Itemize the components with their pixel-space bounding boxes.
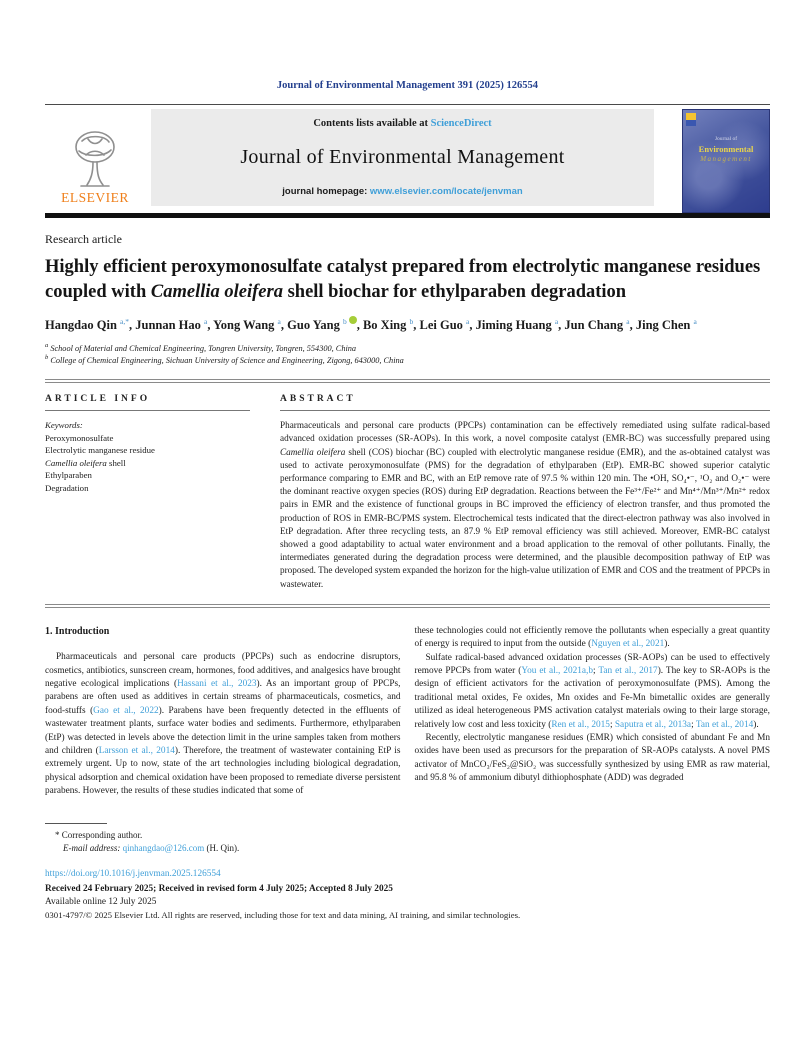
footnote-block xyxy=(45,823,770,855)
text-link[interactable]: Larsson et al., 2014 xyxy=(98,746,175,757)
text-link[interactable]: Gao et al., 2022 xyxy=(93,705,159,716)
cover-title-line3: Management xyxy=(700,155,752,163)
received-dates-line: Received 24 February 2025; Received in revised form 4 July 2025; Accepted 8 July 2025 xyxy=(45,883,393,894)
copyright-line: 0301-4797/© 2025 Elsevier Ltd. All rights are reserved, including those for text and data mining, AI training, and similar technologies. xyxy=(45,909,521,920)
text-link[interactable]: www.elsevier.com/locate/jenvman xyxy=(369,186,523,197)
text-link[interactable]: You et al., 2021a,b xyxy=(521,666,593,677)
article-title: Highly efficient peroxymonosulfate catalyst prepared from electrolytic manganese residues coupled with Camellia oleifera shell biochar for ethylparaben degradation xyxy=(45,257,761,302)
footnote-rule xyxy=(45,823,107,824)
journal-title: Journal of Environmental Management xyxy=(240,146,565,168)
email-address-line: E-mail address: qinhangdao@126.com (H. Qin). xyxy=(63,842,240,853)
text-link[interactable]: Ren et al., 2015 xyxy=(551,719,610,730)
journal-homepage-line: journal homepage: www.elsevier.com/locate/jenvman xyxy=(282,186,523,197)
article-info-column xyxy=(45,394,250,591)
article-footer xyxy=(45,868,770,922)
abstract-header: ABSTRACT xyxy=(280,394,356,405)
text-link[interactable]: qinhangdao@126.com xyxy=(122,842,205,853)
keyword-item: Camellia oleifera shell xyxy=(45,457,126,468)
journal-banner xyxy=(151,109,654,206)
text-link[interactable]: Tan et al., 2017 xyxy=(598,666,658,677)
text-link[interactable]: Nguyen et al., 2021 xyxy=(591,639,665,650)
affiliations xyxy=(45,343,770,366)
cover-logo-icon xyxy=(686,113,696,126)
cover-title-line1: Journal of xyxy=(714,136,738,142)
masthead xyxy=(45,109,770,206)
body-paragraph: Pharmaceuticals and personal care products (PPCPs) such as endocrine disruptors, cosmetics, antibiotics, sunscreen cream, hormones, food additives, and analgesics have brought negative ecological implications (Hassani et al., 2023). As an important group of PPCPs, parabens are often used as additives in certain streams of pharmaceuticals, cosmetics, and food-stuffs (Gao et al., 2022). Parabens have been frequently detected in the effluents of wastewater treatment plants, surface water bodies and sediments. Furthermore, ethylparaben (EtP) was detected in levels above the detection limit in the urine samples taken from mothers and children (Larsson et al., 2014). Therefore, the treatment of wastewater containing EtP is extremely urgent. Up to now, state of the art technologies including biological degradation, physical adsorption and chemical oxidation have been proposed to remediate diverse persistent parabens. However, the results of these studies indicated that some of xyxy=(45,652,401,797)
elsevier-tree-icon xyxy=(64,127,126,191)
article-info-rule xyxy=(45,410,250,411)
body-paragraph: Sulfate radical-based advanced oxidation processes (SR-AOPs) can be used to effectively remove PPCPs from water (You et al., 2021a,b; Tan et al., 2017). The key to SR-AOPs is the design of efficient activators for the activation of peroxymonosulfate (PMS). Among the traditional metal oxides, Fe oxides, Mn oxides and Fe-Mn bimetallic oxides are generally utilized as ideal heterogeneous PMS activation catalyst materials owing to their large storage, relatively low cost and less toxicity (Ren et al., 2015; Saputra et al., 2013a; Tan et al., 2014). xyxy=(414,652,770,730)
keyword-item: Degradation xyxy=(45,482,89,493)
abstract-column xyxy=(280,394,770,591)
elsevier-logo xyxy=(45,109,145,206)
masthead-bottom-bar xyxy=(45,213,770,218)
article-info-header: ARTICLE INFO xyxy=(45,394,151,405)
text-link[interactable]: Saputra et al., 2013a xyxy=(614,719,692,730)
body-paragraph: Recently, electrolytic manganese residues (EMR) which consisted of abundant Fe and Mn oxides have been used as precursors for the preparation of SR-AOPs catalysts. A novel PMS activator of MnCO₃/FeS₂@SiO₂ was successfully synthesized by using EMR as raw material, and 95.8 % of ammonium dibutyl dithiophosphate (ADD) was degraded xyxy=(414,733,770,784)
text-link[interactable]: ScienceDirect xyxy=(430,118,492,129)
keyword-item: Peroxymonosulfate xyxy=(45,432,114,443)
author-list: Hangdao Qin $^{a,*}$, Junnan Hao $^a$, Yong Wang $^a$, Guo Yang $^b$ , Bo Xing $^b$, Lei Guo $^a$, Jiming Huang $^a$, Jun Chang $^a$, Jing Chen $^a$ xyxy=(45,317,697,333)
section-heading-introduction: 1. Introduction xyxy=(45,625,110,637)
body-paragraph: these technologies could not efficiently remove the pollutants when especially a great quantity of energy is required to input from the outside (Nguyen et al., 2021). xyxy=(414,625,770,650)
keywords-label: Keywords: xyxy=(45,420,83,431)
journal-cover-thumbnail xyxy=(682,109,770,213)
info-abstract-section xyxy=(45,383,770,591)
keyword-item: Ethylparaben xyxy=(45,470,92,481)
body-left-column xyxy=(45,625,401,799)
abstract-bottom-rule xyxy=(45,604,770,608)
text-link[interactable]: Hassani et al., 2023 xyxy=(177,679,257,690)
masthead-top-rule xyxy=(45,104,770,105)
affiliation-a: $^a$ School of Material and Chemical Engineering, Tongren University, Tongren, 554300, China xyxy=(45,342,357,354)
keyword-item: Electrolytic manganese residue xyxy=(45,445,155,456)
article-body xyxy=(45,625,770,799)
corresponding-author-note: * Corresponding author. xyxy=(55,829,143,840)
cover-title-line2: Environmental xyxy=(698,144,754,154)
elsevier-wordmark: ELSEVIER xyxy=(61,190,129,205)
article-type-label: Research article xyxy=(45,232,122,246)
affiliation-b: $^b$ College of Chemical Engineering, Sichuan University of Science and Engineering, Zigong, 643000, China xyxy=(45,353,404,365)
text-link[interactable]: Tan et al., 2014 xyxy=(695,719,754,730)
doi-link[interactable]: https://doi.org/10.1016/j.jenvman.2025.126554 xyxy=(45,868,221,879)
orcid-icon[interactable] xyxy=(349,316,357,324)
body-right-column xyxy=(415,625,771,799)
available-online-line: Available online 12 July 2025 xyxy=(45,896,157,907)
journal-reference: Journal of Environmental Management 391 (2025) 126554 xyxy=(276,80,539,91)
abstract-rule xyxy=(280,410,770,411)
contents-lists-line: Contents lists available at ScienceDirect xyxy=(313,118,492,129)
keywords-block xyxy=(45,419,250,494)
abstract-text: Pharmaceuticals and personal care products (PPCPs) contamination can be effectively remediated using sulfate radical-based advanced oxidation processes (SR-AOPs). In this work, a novel composite catalyst (EMR-BC) was successfully prepared using Camellia oleifera shell (COS) biochar (BC) coupled with electrolytic manganese residue (EMR), and the as-obtained catalyst was used to activate peroxymonosulfate (PMS) for the degradation of ethylparaben (EtP). EMR-BC showed superior catalytic performance comparing to EMR and BC, with an EtP remove rate of 97.5 % within 120 min. The •OH, SO₄•⁻, ¹O₂ and O₂•⁻ were the dominant reactive oxygen species (ROS) during EtP degradation. Reactions between the Fe³⁺/Fe²⁺ and Mn⁴⁺/Mn³⁺/Mn²⁺ redox pairs in EMR and the existence of functional groups in BC improved the efficiency of electron transfer, and thus promoted the production of ROS in EMR-BC/PMS system. Electrochemical tests indicated that the direct-electron pathway was also involved in EtP degradation. After three recycling tests, an 87.9 % EtP removal efficiency was still achieved. Moreover, EMR-BC catalyst showed a good adaptability to actual water environment and a broad application to the removal of other pollutants. Finally, the intermediates generated during the degradation process were determined, and the plausible decomposition pathway of EtP was proposed. The developed system expanded the horizon for the high-value utilization of EMR and COS and the treatment of PPCPs in wastewater. xyxy=(280,420,770,589)
